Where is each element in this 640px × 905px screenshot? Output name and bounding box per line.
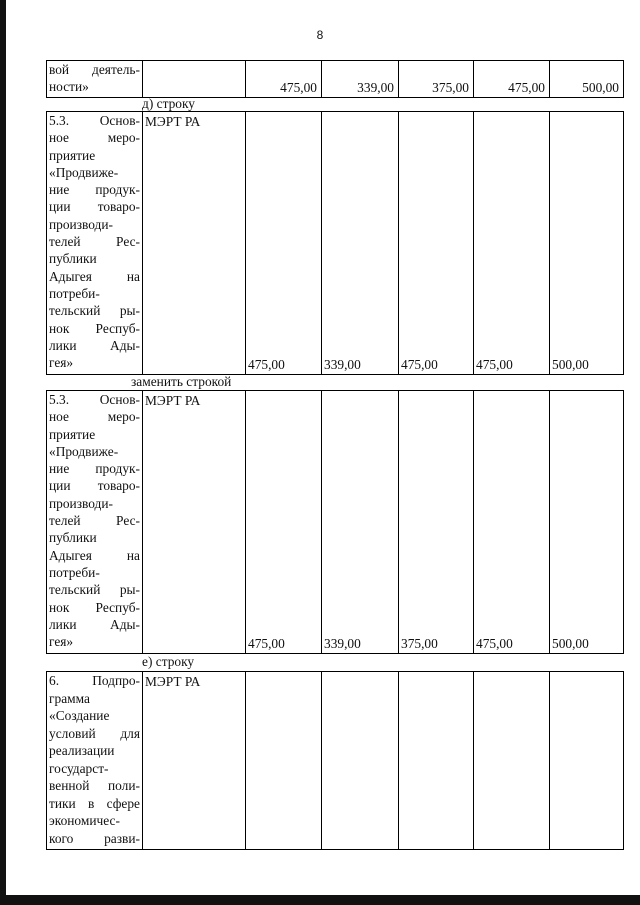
table-row-6 — [46, 671, 624, 850]
table-row-5-3-old — [46, 111, 624, 375]
table-row-5-3-new — [46, 390, 624, 654]
name-line: приятие — [49, 147, 96, 163]
name-line: нок Респуб- — [49, 320, 140, 336]
name-line: телей Рес- — [49, 234, 140, 250]
name-line: тики в сфере — [49, 795, 140, 811]
value-cell — [550, 391, 623, 653]
name-cell — [47, 391, 143, 653]
name-line: ции товаро- — [49, 199, 140, 215]
name-line: приятие — [49, 426, 96, 442]
value: 475,00 — [401, 357, 438, 372]
caption-replace: заменить строкой — [131, 374, 232, 389]
value-cell — [322, 672, 399, 849]
value: 475,00 — [476, 357, 513, 372]
value: 339,00 — [324, 636, 361, 651]
name-line: кого разви- — [49, 830, 140, 846]
value: 475,00 — [248, 357, 285, 372]
name-line: гея» — [49, 634, 74, 650]
value: 500,00 — [552, 357, 589, 372]
name-line: телей Рес- — [49, 513, 140, 529]
name-line: экономичес- — [49, 813, 120, 828]
value: 475,00 — [476, 636, 513, 651]
name-line: лики Ады- — [49, 616, 140, 632]
table-top-row — [46, 60, 624, 98]
value: 475,00 — [248, 636, 285, 651]
value: 375,00 — [432, 80, 469, 95]
value: 475,00 — [280, 80, 317, 95]
value: 375,00 — [401, 636, 438, 651]
scan-left-edge — [0, 0, 6, 905]
value-cell — [246, 61, 322, 97]
value-cell — [474, 112, 550, 374]
value-cell — [550, 61, 623, 97]
caption-d: д) строку — [142, 96, 195, 111]
value-cell — [474, 391, 550, 653]
name-line: ции товаро- — [49, 478, 140, 494]
value: 339,00 — [324, 357, 361, 372]
name-line: ное меро- — [49, 409, 140, 425]
executor: МЭРТ РА — [145, 393, 201, 408]
scan-bottom-edge — [0, 895, 640, 905]
value-cell — [322, 61, 399, 97]
executor: МЭРТ РА — [145, 114, 201, 129]
value-cell — [399, 112, 474, 374]
value-cell — [399, 672, 474, 849]
name-line: грамма — [49, 690, 90, 706]
name-line: государст- — [49, 760, 109, 776]
name-line: условий для — [49, 725, 140, 741]
name-line: лики Ады- — [49, 337, 140, 353]
value-cell — [246, 391, 322, 653]
value-cell — [246, 112, 322, 374]
name-line: потреби- — [49, 564, 100, 580]
name-line: вой деятель- — [49, 62, 140, 77]
name-line: Адыгея на — [49, 268, 140, 284]
name-line: производи- — [49, 495, 113, 511]
caption-e: е) строку — [142, 654, 195, 669]
name-cell — [47, 61, 143, 97]
value-cell — [322, 391, 399, 653]
value-cell — [246, 672, 322, 849]
value: 500,00 — [552, 636, 589, 651]
name-line: ние продук- — [49, 461, 140, 477]
name-line: гея» — [49, 355, 74, 371]
name-line: венной поли- — [49, 778, 140, 793]
name-line: «Продвиже- — [49, 443, 119, 459]
executor: МЭРТ РА — [145, 674, 201, 689]
name-line: Адыгея на — [49, 547, 140, 563]
executor-cell — [143, 672, 246, 849]
name-line: «Продвиже- — [49, 164, 119, 180]
executor-cell — [143, 391, 246, 653]
value: 500,00 — [582, 80, 619, 95]
name-line: нок Респуб- — [49, 599, 140, 615]
name-line: ние продук- — [49, 182, 140, 198]
name-line: потреби- — [49, 285, 100, 301]
name-line: 5.3. Основ- — [49, 113, 140, 128]
name-line: 6. Подпро- — [49, 673, 140, 688]
value: 339,00 — [357, 80, 394, 95]
value-cell — [474, 672, 550, 849]
name-cell — [47, 112, 143, 374]
name-line: публики — [49, 530, 97, 546]
value-cell — [399, 391, 474, 653]
executor-cell — [143, 112, 246, 374]
name-line: «Создание — [49, 708, 110, 723]
name-line: 5.3. Основ- — [49, 392, 140, 407]
name-line: производи- — [49, 216, 113, 232]
name-line: тельский ры- — [49, 303, 140, 319]
name-line: публики — [49, 251, 97, 267]
value: 475,00 — [508, 80, 545, 95]
name-line: ности» — [49, 79, 89, 94]
name-cell — [47, 672, 143, 849]
name-line: ное меро- — [49, 130, 140, 146]
value-cell — [322, 112, 399, 374]
value-cell — [399, 61, 474, 97]
value-cell — [474, 61, 550, 97]
value-cell — [550, 672, 623, 849]
name-line: реализации — [49, 743, 115, 758]
name-line: тельский ры- — [49, 582, 140, 598]
page-number: 8 — [316, 28, 324, 42]
executor-cell — [143, 61, 246, 97]
value-cell — [550, 112, 623, 374]
